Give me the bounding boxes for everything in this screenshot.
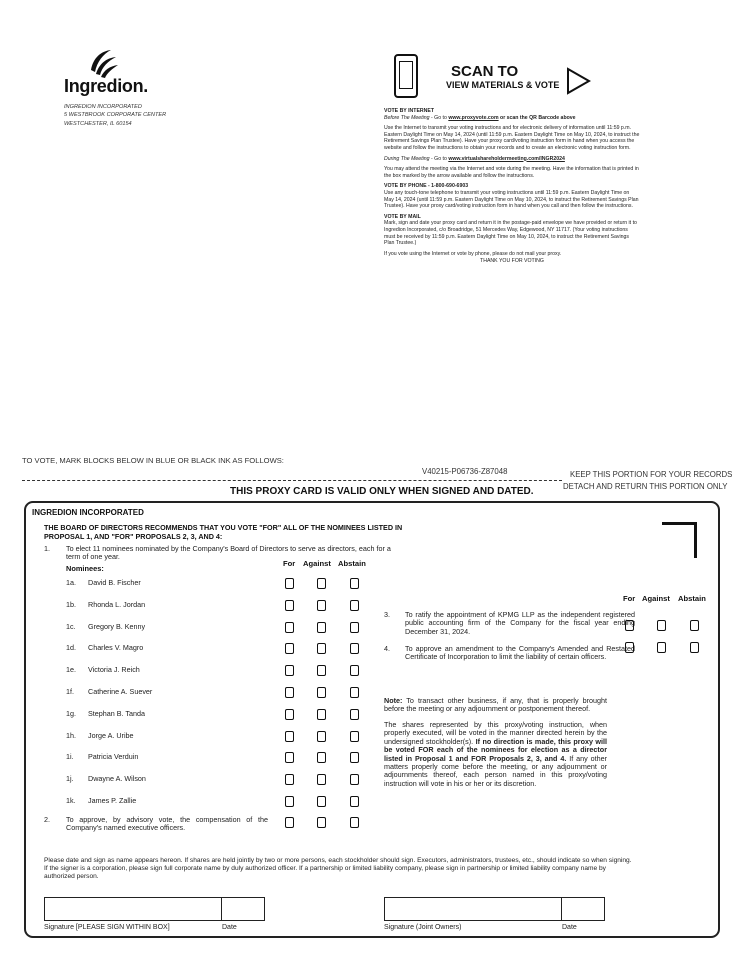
nominee-for-checkbox[interactable] — [285, 643, 294, 654]
virtual-meeting-link[interactable]: www.virtualshareholdermeeting.com/INGR2024 — [448, 155, 565, 162]
keep-portion-label: KEEP THIS PORTION FOR YOUR RECORDS — [570, 470, 733, 479]
nominee-name: Charles V. Magro — [88, 643, 144, 652]
proposal-3-text: To ratify the appointment of KPMG LLP as the independent registered public accounting firm of the Company for the fiscal year ending December 31, 2024. — [405, 610, 635, 636]
voting-instructions: VOTE BY INTERNET Before The Meeting - Go to www.proxyvote.com or scan the QR Barcode above Use the Internet to transmit your voting instructions and for electronic delivery of information until 11:59 p.m. Eastern Daylight Time on May 14, 2024 (until 11:59 p.m. Eastern Daylight Time on May 10, 2024, to instruct the Retirement Savings Plan Trustee). Have your proxy card/voting instruction form in hand when you access the website and follow the instructions to obtain your records and to create an electronic voting instruction form. During The Meeting - Go to www.virtualshareholdermeeting.com/INGR2024 You may attend the meeting via the Internet and vote during the meeting. Have the information that is printed in the box marked by the arrow available and follow the instructions. VOTE BY PHONE - 1-800-690-6903 Use any touch-tone telephone to transmit your voting instructions until 11:59 p.m. Eastern Daylight Time on May 14, 2024 (until 11:59 p.m. Eastern Daylight Time on May 10, 2024, to instruct the Retirement Savings Plan Trustee). Have your proxy card/voting instruction form in hand when you call and then follow the instructions. VOTE BY MAIL Mark, sign and date your proxy card and return it in the postage-paid envelope we have provided or return it to Ingredion Incorporated, c/o Broadridge, 51 Mercedes Way, Edgewood, NY 11717. (Your voting instructions must be received by 11:59 p.m. Eastern Daylight Time on May 10, 2024, to instruct the Retirement Savings Plan Trustee.) If you vote using the Internet or vote by phone, please do not mail your proxy. THANK YOU FOR VOTING — [384, 108, 640, 265]
joint-date-label: Date — [562, 924, 577, 931]
proposal-3-number: 3. — [384, 610, 390, 619]
nominee-number: 1b. — [66, 600, 76, 609]
nominee-name: Rhonda L. Jordan — [88, 600, 146, 609]
nominee-number: 1k. — [66, 796, 76, 805]
column-for-right: For — [623, 594, 636, 603]
nominee-abstain-checkbox[interactable] — [350, 752, 359, 763]
nominee-abstain-checkbox[interactable] — [350, 687, 359, 698]
nominee-abstain-checkbox[interactable] — [350, 643, 359, 654]
proposal-2-against-checkbox[interactable] — [317, 817, 326, 828]
proposal-4-number: 4. — [384, 644, 390, 653]
nominee-abstain-checkbox[interactable] — [350, 774, 359, 785]
nominee-for-checkbox[interactable] — [285, 796, 294, 807]
nominee-for-checkbox[interactable] — [285, 731, 294, 742]
card-company-name: INGREDION INCORPORATED — [32, 508, 144, 517]
nominee-against-checkbox[interactable] — [317, 687, 326, 698]
signature-box[interactable] — [44, 897, 222, 921]
nominee-abstain-checkbox[interactable] — [350, 622, 359, 633]
nominee-abstain-checkbox[interactable] — [350, 600, 359, 611]
date-label: Date — [222, 924, 237, 931]
nominee-name: James P. Zallie — [88, 796, 137, 805]
nominees-label: Nominees: — [66, 564, 104, 573]
nominee-name: Patricia Verduin — [88, 752, 139, 761]
nominee-number: 1a. — [66, 578, 76, 587]
note-paragraph: Note: To transact other business, if any, that is properly brought before the meeting or any adjournment or postponement thereof. — [384, 696, 607, 714]
nominee-against-checkbox[interactable] — [317, 752, 326, 763]
proposal-2-number: 2. — [44, 815, 50, 824]
nominee-abstain-checkbox[interactable] — [350, 709, 359, 720]
control-code: V40215-P06736-Z87048 — [422, 467, 508, 476]
nominee-for-checkbox[interactable] — [285, 578, 294, 589]
nominee-against-checkbox[interactable] — [317, 731, 326, 742]
nominee-name: David B. Fischer — [88, 578, 141, 587]
proposal-2-for-checkbox[interactable] — [285, 817, 294, 828]
play-arrow-icon — [566, 67, 591, 95]
nominee-against-checkbox[interactable] — [317, 643, 326, 654]
signing-instructions: Please date and sign as name appears hereon. If shares are held jointly by two or more persons, each stockholder should sign. Executors, administrators, trustees, etc., should indicate so when signing. If the signer is a corporation, please sign full corporate name by duly authorized officer. If a partnership or limited liability company, please sign in partnership or limited liability company name by authorized person. — [44, 857, 632, 880]
scan-subtitle: VIEW MATERIALS & VOTE — [446, 80, 560, 90]
nominee-name: Jorge A. Uribe — [88, 731, 134, 740]
proposal-1-text: To elect 11 nominees nominated by the Company's Board of Directors to serve as directors, each for a term of one year. — [66, 544, 391, 562]
nominee-abstain-checkbox[interactable] — [350, 796, 359, 807]
nominee-against-checkbox[interactable] — [317, 622, 326, 633]
column-against: Against — [303, 559, 331, 568]
nominee-name: Victoria J. Reich — [88, 665, 140, 674]
proxyvote-link[interactable]: www.proxyvote.com — [448, 114, 499, 121]
nominee-number: 1f. — [66, 687, 74, 696]
nominee-against-checkbox[interactable] — [317, 709, 326, 720]
column-for: For — [283, 559, 296, 568]
nominee-name: Catherine A. Suever — [88, 687, 153, 696]
shares-paragraph: The shares represented by this proxy/voting instruction, when properly executed, will be voted in the manner directed herein by the undersigned stockholder(s). If no direction is made, this proxy will be voted FOR each of the nominees for election as a director listed in Proposal 1 and FOR Proposals 2, 3, and 4. If any other matters properly come before the meeting, or any adjournment or adjournments thereof, each person named in this proxy/voting instruction will vote in his or her or its discretion. — [384, 720, 607, 788]
nominee-for-checkbox[interactable] — [285, 622, 294, 633]
nominee-name: Gregory B. Kenny — [88, 622, 146, 631]
proposal-3-abstain-checkbox[interactable] — [690, 620, 699, 631]
nominee-for-checkbox[interactable] — [285, 774, 294, 785]
column-abstain-right: Abstain — [678, 594, 706, 603]
nominee-number: 1j. — [66, 774, 74, 783]
joint-signature-label: Signature (Joint Owners) — [384, 924, 462, 931]
column-abstain: Abstain — [338, 559, 366, 568]
nominee-number: 1c. — [66, 622, 76, 631]
corner-mark — [662, 522, 697, 558]
nominee-abstain-checkbox[interactable] — [350, 578, 359, 589]
nominee-number: 1e. — [66, 665, 76, 674]
proposal-3-against-checkbox[interactable] — [657, 620, 666, 631]
scan-title: SCAN TO — [451, 63, 519, 80]
nominee-name: Stephan B. Tanda — [88, 709, 146, 718]
nominee-abstain-checkbox[interactable] — [350, 665, 359, 676]
ink-instructions: TO VOTE, MARK BLOCKS BELOW IN BLUE OR BLACK INK AS FOLLOWS: — [22, 456, 284, 465]
proposal-4-text: To approve an amendment to the Company's Amended and Restated Certificate of Incorporation to limit the liability of certain officers. — [405, 644, 635, 662]
nominee-abstain-checkbox[interactable] — [350, 731, 359, 742]
nominee-against-checkbox[interactable] — [317, 578, 326, 589]
nominee-for-checkbox[interactable] — [285, 752, 294, 763]
detach-line — [22, 480, 562, 481]
proposal-4-abstain-checkbox[interactable] — [690, 642, 699, 653]
proposal-2-abstain-checkbox[interactable] — [350, 817, 359, 828]
valid-notice: THIS PROXY CARD IS VALID ONLY WHEN SIGNED AND DATED. — [230, 486, 534, 497]
nominee-against-checkbox[interactable] — [317, 774, 326, 785]
detach-portion-label: DETACH AND RETURN THIS PORTION ONLY — [563, 482, 728, 491]
joint-date-box[interactable] — [561, 897, 605, 921]
proposal-2-text: To approve, by advisory vote, the compensation of the Company's named executive officers. — [66, 815, 268, 833]
phone-icon — [394, 54, 418, 98]
joint-signature-box[interactable] — [384, 897, 562, 921]
nominee-number: 1h. — [66, 731, 76, 740]
nominee-against-checkbox[interactable] — [317, 796, 326, 807]
ingredion-wordmark: Ingredion. — [64, 76, 148, 96]
column-against-right: Against — [642, 594, 670, 603]
nominee-number: 1g. — [66, 709, 76, 718]
company-address: INGREDION INCORPORATED 5 WESTBROOK CORPORATE CENTER WESTCHESTER, IL 60154 — [64, 104, 167, 127]
proposal-4-for-checkbox[interactable] — [625, 642, 634, 653]
nominee-against-checkbox[interactable] — [317, 665, 326, 676]
proposal-4-against-checkbox[interactable] — [657, 642, 666, 653]
proposal-3-for-checkbox[interactable] — [625, 620, 634, 631]
board-recommendation: THE BOARD OF DIRECTORS RECOMMENDS THAT YOU VOTE "FOR" ALL OF THE NOMINEES LISTED IN PROPOSAL 1, AND "FOR" PROPOSALS 2, 3, AND 4: — [44, 523, 403, 541]
nominee-number: 1i. — [66, 752, 74, 761]
nominee-for-checkbox[interactable] — [285, 687, 294, 698]
nominee-for-checkbox[interactable] — [285, 709, 294, 720]
nominee-for-checkbox[interactable] — [285, 665, 294, 676]
date-box[interactable] — [221, 897, 265, 921]
nominee-name: Dwayne A. Wilson — [88, 774, 146, 783]
nominee-number: 1d. — [66, 643, 76, 652]
proposal-1-number: 1. — [44, 544, 50, 553]
nominee-against-checkbox[interactable] — [317, 600, 326, 611]
nominee-for-checkbox[interactable] — [285, 600, 294, 611]
signature-label: Signature [PLEASE SIGN WITHIN BOX] — [44, 924, 170, 931]
